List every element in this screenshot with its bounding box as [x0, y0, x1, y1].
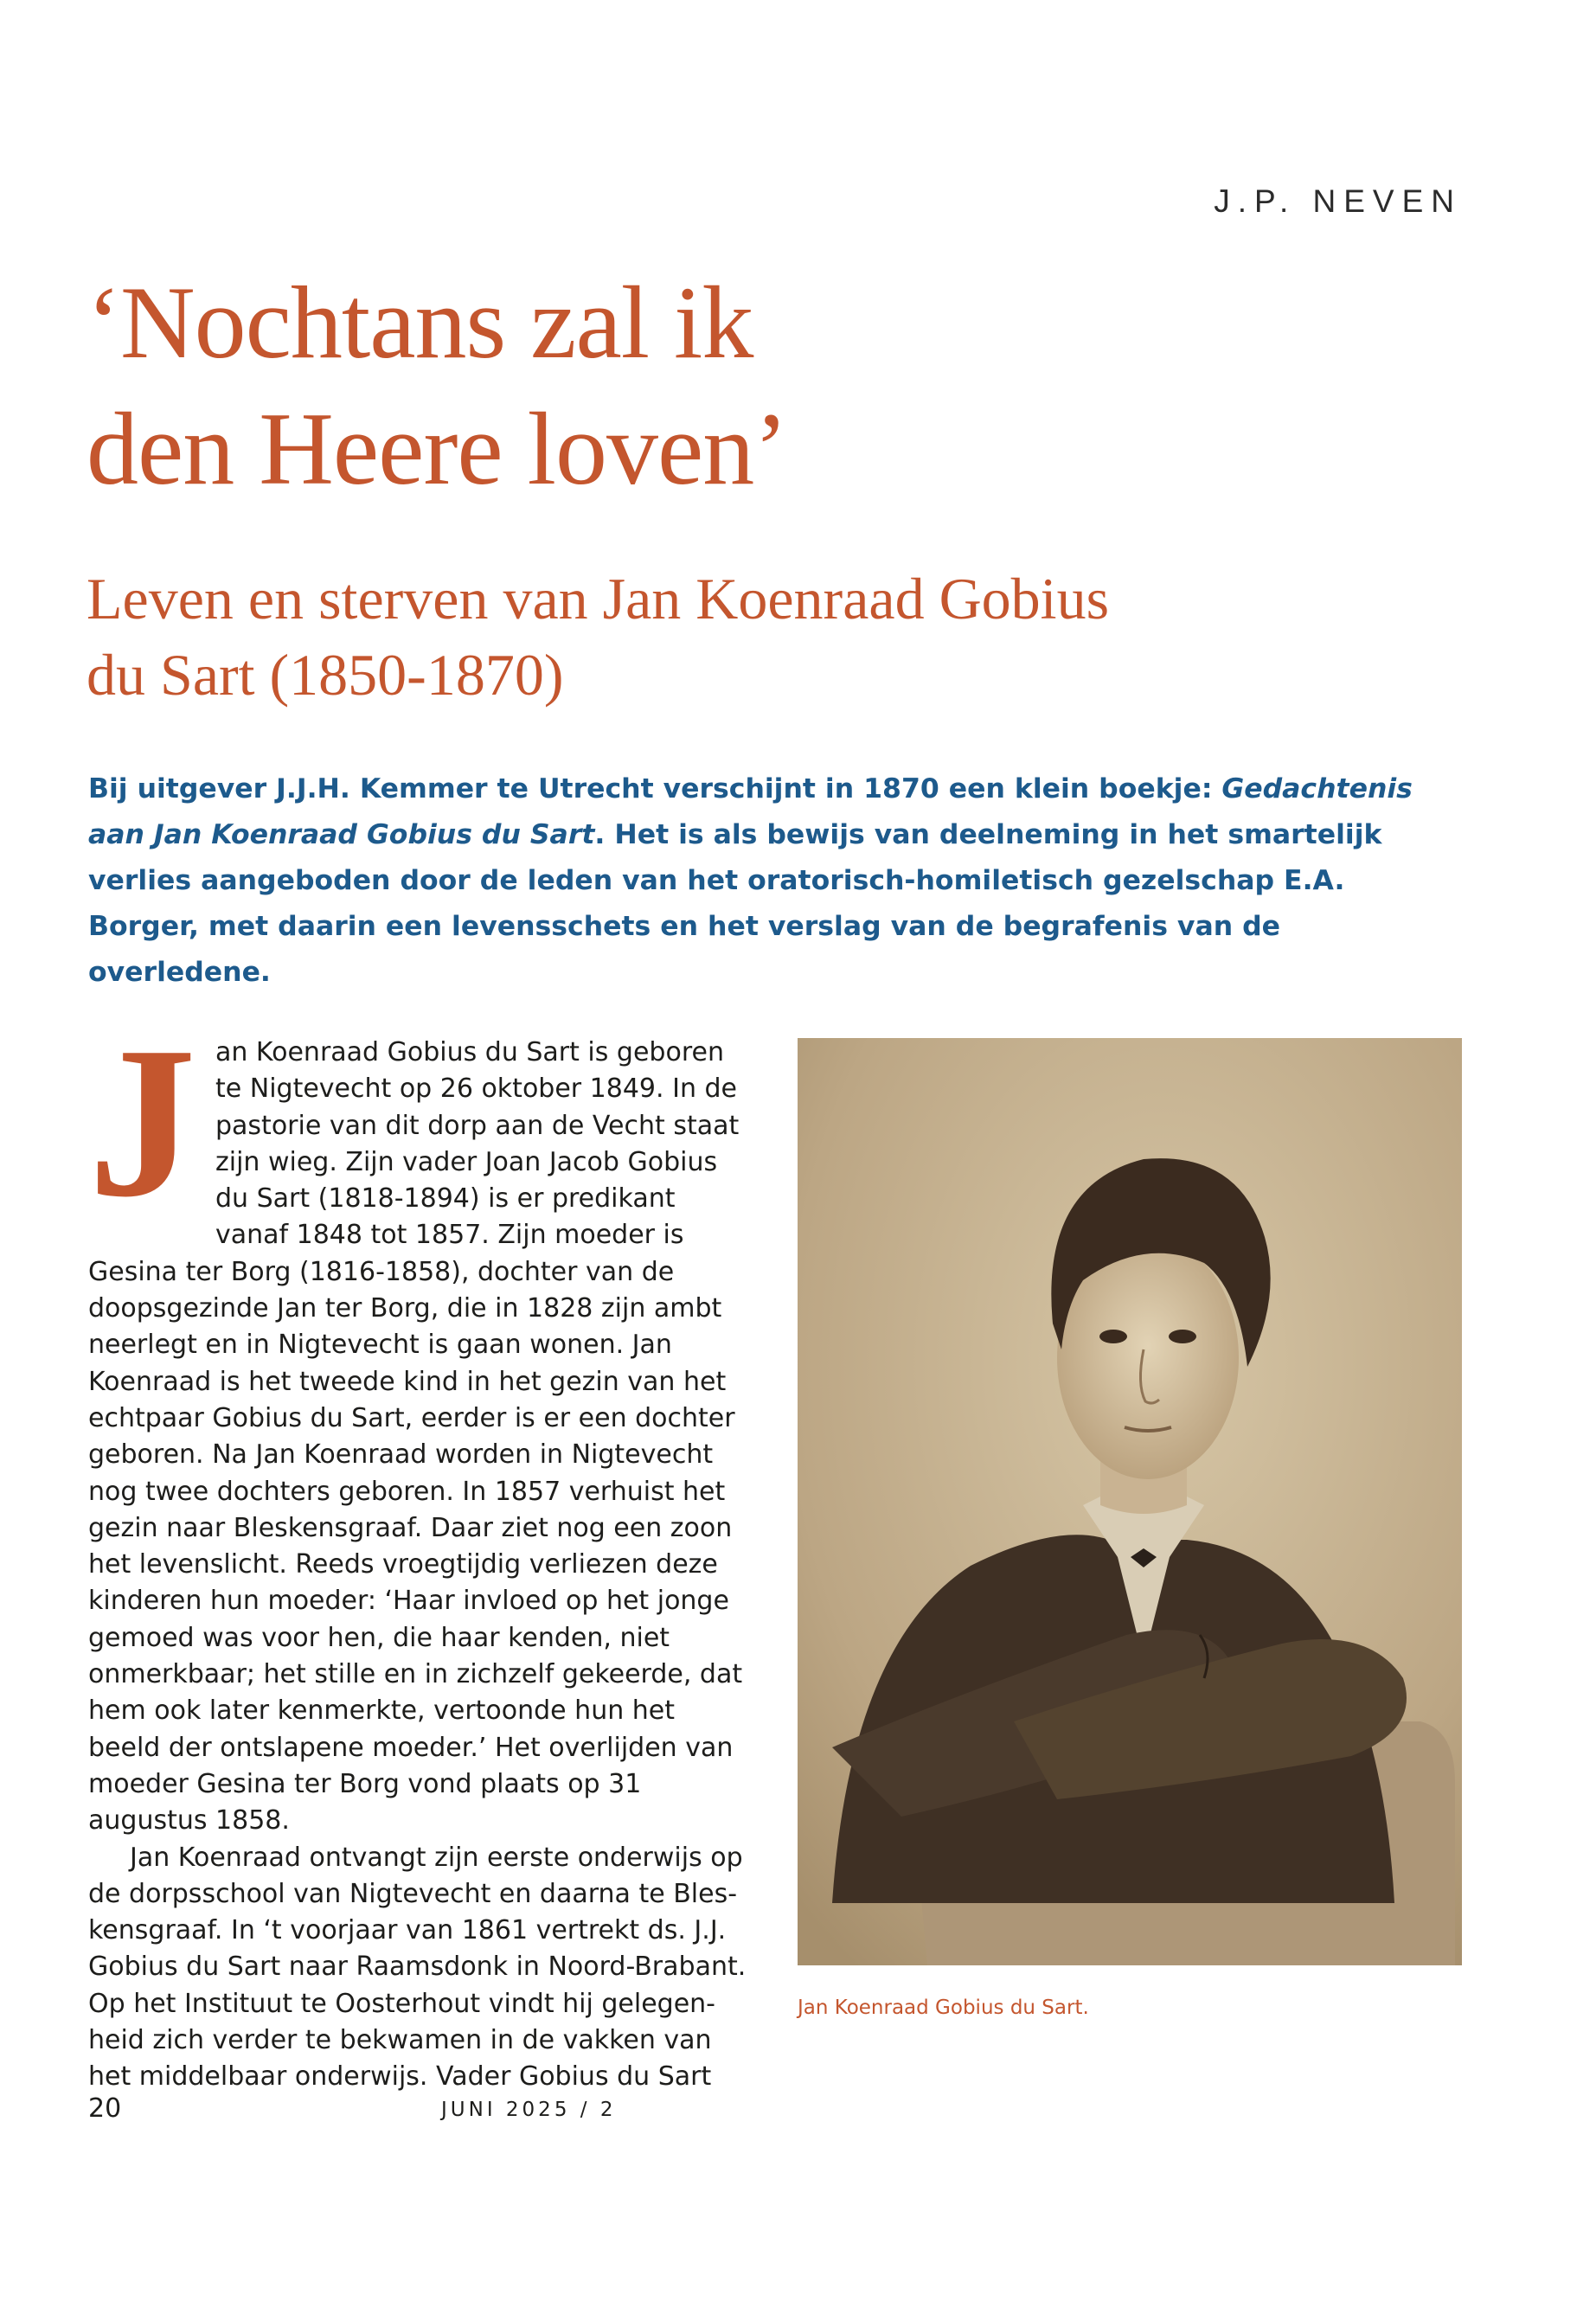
body-column — [88, 1003, 753, 2096]
lead-text-1: Bij uitgever J.J.H. Kemmer te Utrecht verschijnt in 1870 een klein boekje: — [88, 773, 1222, 804]
title-line-1: ‘Nochtans zal ik — [87, 265, 753, 380]
book-title: Gedachtenis aan Jan Koenraad Gobius du Sart — [88, 773, 1413, 850]
body-text — [88, 1003, 753, 2096]
portrait-photo — [798, 1038, 1462, 1965]
right-eye — [1169, 1330, 1196, 1343]
page-number: 20 — [88, 2093, 122, 2124]
left-eye — [1099, 1330, 1127, 1343]
photo-caption: Jan Koenraad Gobius du Sart. — [798, 1997, 1089, 2019]
article-title — [87, 260, 787, 512]
lead-text-2: . Het is als bewijs van deelneming in het smartelijk verlies aangeboden door de leden van het oratorisch-homiletisch gezelschap E.A. Borger, met daarin een levensschets en het verslag van de begrafenis van de overledene. — [88, 819, 1382, 988]
issue-label: JUNI 2025 / 2 — [441, 2099, 617, 2121]
subtitle-line-2: du Sart (1850-1870) — [87, 642, 564, 708]
drop-cap: J — [88, 1003, 196, 1242]
title-line-2: den Heere loven’ — [87, 391, 788, 506]
body-paragraph-1 — [88, 1003, 753, 1840]
lead-paragraph — [88, 766, 1455, 996]
article-subtitle — [87, 561, 1384, 713]
paragraph-1-text: an Koenraad Gobius du Sart is geboren te Nigtevecht op 26 oktober 1849. In de pastorie van dit dorp aan de Vecht staat zijn wieg. Zijn vader Joan Jacob Gobius du Sart (1818-1894) is er predikant vanaf 1848 tot 1857. Zijn moeder is Gesina ter Borg (1816-1858), dochter van de doopsgezinde Jan ter Borg, die in 1828 zijn ambt neerlegt en in Nigtevecht is gaan wonen. Jan Koenraad is het tweede kind in het gezin van het echtpaar Gobius du Sart, eerder is er een dochter geboren. Na Jan Koenraad worden in Nigtevecht nog twee dochters geboren. In 1857 verhuist het gezin naar Bleskensgraaf. Daar ziet nog een zoon het levenslicht. Reeds vroegtijdig verliezen deze kinderen hun moeder: ‘Haar invloed op het jonge gemoed was voor hen, die haar kenden, niet onmerkbaar; het stille en in zichzelf gekeerde, dat hem ook later kenmerkte, vertoonde hun het beeld der ontslapene moeder.’ Het overlijden van moeder Gesina ter Borg vond plaats op 31 augustus 1858. — [88, 1037, 743, 1836]
portrait-illustration — [798, 1038, 1462, 1965]
body-paragraph-2: Jan Koenraad ontvangt zijn eerste onderwijs op de dorpsschool van Nigtevecht en daarna te Bleskensgraaf. In ‘t voorjaar van 1861 vertrekt ds. J.J. Gobius du Sart naar Raamsdonk in Noord-Brabant. Op het Instituut te Oosterhout vindt hij gelegenheid zich verder te bekwamen in de vakken van het middelbaar onderwijs. Vader Gobius du Sart — [88, 1842, 747, 2093]
subtitle-line-1: Leven en sterven van Jan Koenraad Gobius — [87, 566, 1110, 631]
author-name: J.P. NEVEN — [1214, 183, 1462, 219]
